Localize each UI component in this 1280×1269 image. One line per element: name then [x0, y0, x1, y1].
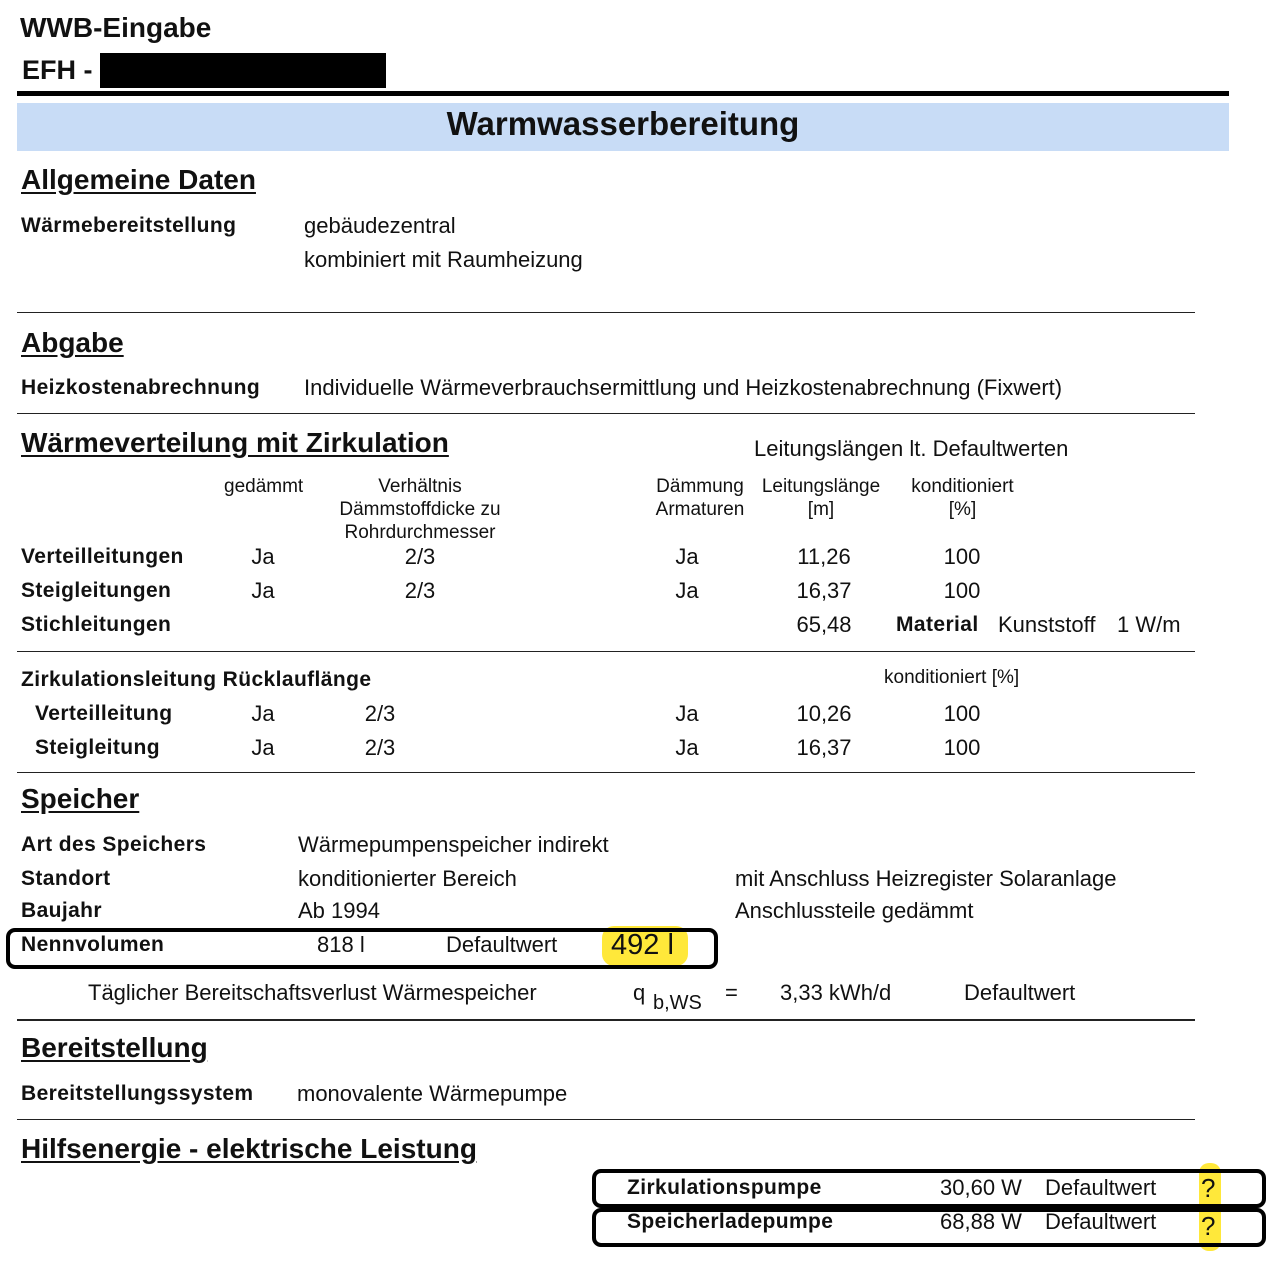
row-label-verteilleitung: Verteilleitung — [35, 702, 173, 725]
value-bereitstellungssystem: monovalente Wärmepumpe — [297, 1081, 568, 1106]
cell-leitungslaenge: 65,48 — [796, 612, 852, 637]
cell-leitungslaenge: 16,37 — [796, 735, 852, 760]
note-leitungslaengen: Leitungslängen lt. Defaultwerten — [754, 436, 1069, 461]
col-header-gedaemmt: gedämmt — [224, 476, 304, 497]
cell-konditioniert: 100 — [943, 735, 981, 760]
col-header-daemmung: Dämmung — [656, 476, 744, 497]
band-title: Warmwasserbereitung — [446, 105, 800, 142]
value-standort: konditionierter Bereich — [298, 866, 517, 891]
value-zirkulationspumpe-default: Defaultwert — [1045, 1175, 1157, 1200]
cell-konditioniert: 100 — [943, 578, 981, 603]
cell-leitungslaenge: 16,37 — [796, 578, 852, 603]
label-bereitschaftsverlust: Täglicher Bereitschaftsverlust Wärmespeicher — [88, 980, 537, 1005]
value-standort-extra: mit Anschluss Heizregister Solaranlage — [735, 866, 1117, 891]
value-art-des-speichers: Wärmepumpenspeicher indirekt — [298, 832, 609, 857]
label-material: Material — [896, 613, 979, 636]
cell-verhaeltnis: 2/3 — [404, 578, 436, 603]
col-header-konditioniert: konditioniert — [911, 476, 1014, 497]
cell-leitungslaenge: 10,26 — [796, 701, 852, 726]
label-standort: Standort — [21, 867, 111, 890]
cell-daemmung: Ja — [675, 701, 699, 726]
cell-gedaemmt: Ja — [251, 544, 275, 569]
cell-leitungslaenge: 11,26 — [797, 544, 851, 569]
label-waermebereitstellung: Wärmebereitstellung — [21, 214, 237, 237]
cell-daemmung: Ja — [675, 544, 699, 569]
divider — [17, 1019, 1195, 1021]
symbol-equals: = — [725, 980, 738, 1005]
label-zirkulationspumpe: Zirkulationspumpe — [627, 1176, 822, 1199]
row-label-stichleitungen: Stichleitungen — [21, 613, 172, 636]
col-header-daemmung: Armaturen — [655, 499, 745, 520]
row-label-steigleitung: Steigleitung — [35, 736, 160, 759]
symbol-subscript: b,WS — [653, 992, 702, 1014]
value-material: Kunststoff — [998, 612, 1096, 637]
col-header-verhaeltnis: Verhältnis — [378, 476, 462, 497]
value-baujahr-extra: Anschlussteile gedämmt — [735, 898, 974, 923]
symbol-q: q — [633, 980, 646, 1005]
value-material-rate: 1 W/m — [1117, 612, 1181, 637]
divider — [17, 413, 1195, 414]
heading-allgemeine-daten: Allgemeine Daten — [21, 164, 256, 195]
heading-speicher: Speicher — [21, 783, 140, 814]
heading-waermeverteilung: Wärmeverteilung mit Zirkulation — [21, 427, 449, 458]
question-mark-icon: ? — [1201, 1173, 1216, 1203]
heading-hilfsenergie: Hilfsenergie - elektrische Leistung — [21, 1133, 477, 1164]
label-nennvolumen: Nennvolumen — [21, 933, 165, 956]
col-header-verhaeltnis: Rohrdurchmesser — [344, 522, 496, 543]
cell-daemmung: Ja — [675, 578, 699, 603]
heading-zirkulationsleitung: Zirkulationsleitung Rücklauflänge — [21, 668, 372, 691]
divider — [17, 772, 1195, 773]
header-rule — [17, 91, 1229, 96]
value-baujahr: Ab 1994 — [298, 898, 380, 923]
cell-konditioniert: 100 — [943, 544, 981, 569]
redaction-block — [100, 53, 386, 88]
cell-gedaemmt: Ja — [251, 735, 275, 760]
divider — [17, 312, 1195, 313]
question-mark-icon: ? — [1201, 1211, 1216, 1241]
cell-konditioniert: 100 — [943, 701, 981, 726]
label-speicherladepumpe: Speicherladepumpe — [627, 1210, 834, 1233]
value-nennvolumen: 818 l — [317, 932, 365, 957]
document-subtitle: EFH - — [22, 55, 93, 85]
value-zirkulationspumpe: 30,60 W — [940, 1175, 1022, 1200]
cell-verhaeltnis: 2/3 — [364, 701, 396, 726]
label-baujahr: Baujahr — [21, 899, 102, 922]
value-bereitschaftsverlust: 3,33 kWh/d — [780, 980, 892, 1005]
annotation-nennvolumen: 492 l — [611, 929, 674, 961]
divider — [17, 1119, 1195, 1120]
value-speicherladepumpe: 68,88 W — [940, 1209, 1022, 1234]
value-nennvolumen-default: Defaultwert — [446, 932, 558, 957]
col-header-leitungslaenge: Leitungslänge — [761, 476, 881, 497]
value-bereitschaftsverlust-default: Defaultwert — [964, 980, 1076, 1005]
label-art-des-speichers: Art des Speichers — [21, 833, 207, 856]
value-gebaeudezentral: gebäudezentral — [304, 213, 456, 238]
row-label-verteilleitungen: Verteilleitungen — [21, 545, 184, 568]
heading-bereitstellung: Bereitstellung — [21, 1032, 208, 1063]
document-title: WWB-Eingabe — [20, 12, 212, 43]
col-header-konditioniert: [%] — [948, 499, 977, 520]
row-label-steigleitungen: Steigleitungen — [21, 579, 172, 602]
value-speicherladepumpe-default: Defaultwert — [1045, 1209, 1157, 1234]
label-heizkostenabrechnung: Heizkostenabrechnung — [21, 376, 261, 399]
heading-abgabe: Abgabe — [21, 327, 124, 358]
value-heizkostenabrechnung: Individuelle Wärmeverbrauchsermittlung und Heizkostenabrechnung (Fixwert) — [304, 375, 1063, 400]
cell-verhaeltnis: 2/3 — [404, 544, 436, 569]
col-header-leitungslaenge: [m] — [807, 499, 835, 520]
label-bereitstellungssystem: Bereitstellungssystem — [21, 1082, 254, 1105]
col-header-verhaeltnis: Dämmstoffdicke zu — [339, 499, 501, 520]
cell-verhaeltnis: 2/3 — [364, 735, 396, 760]
value-kombiniert: kombiniert mit Raumheizung — [304, 247, 583, 272]
cell-gedaemmt: Ja — [251, 578, 275, 603]
cell-daemmung: Ja — [675, 735, 699, 760]
col-header-konditioniert: konditioniert [%] — [884, 667, 1020, 688]
divider — [17, 651, 1195, 652]
cell-gedaemmt: Ja — [251, 701, 275, 726]
